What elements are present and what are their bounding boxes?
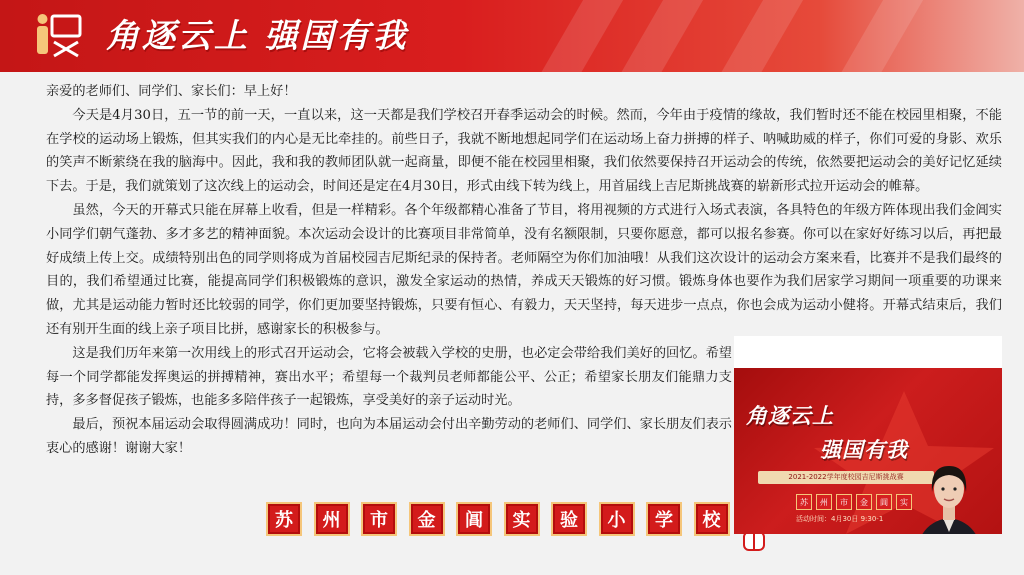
school-name-char: 实 <box>504 502 540 536</box>
banner-title: 角逐云上 强国有我 <box>106 16 409 55</box>
school-name-char: 金 <box>409 502 445 536</box>
letter-paragraph-2: 虽然，今天的开幕式只能在屏幕上收看，但是一样精彩。各个年级都精心准备了节目，将用视频的方式进行入场式表演，各具特色的年级方阵体现出我们金阊实小同学们朝气蓬勃、多才多艺的精神面貌。本次运动会设计的比赛项目非常简单，没有名额限制，只要你愿意，都可以报名参赛。你可以在家好好练习以后，再把最好成绩上传上交。成绩特别出色的同学则将成为首届校园吉尼斯纪录的保持者。老师隔空为你们加油哦！从我们这次设计的运动会方案来看，比赛并不是我们最终的目的，我们希望通过比赛，能提高同学们积极锻炼的意识，激发全家运动的热情，养成天天锻炼的好习惯。锻炼身体也要作为我们居家学习期间一项重要的功课来做，尤其是运动能力暂时还比较弱的同学，你们更加要坚持锻炼，只要有恒心、有毅力，天天坚持，每天进步一点点，你也会成为运动小健将。开幕式结束后，我们还有别开生面的线上亲子项目比拼，感谢家长的积极参与。 <box>46 202 1002 337</box>
letter-paragraph-3: 这是我们历年来第一次用线上的形式召开运动会，它将会被载入学校的史册，也必定会带给我们美好的回忆。希望每一个同学都能发挥奥运的拼搏精神，赛出水平；希望每一个裁判员老师都能公平、公正；希望家长朋友们能鼎力支持，多多督促孩子锻炼，也能多多陪伴孩子一起锻炼，享受美好的亲子运动时光。 <box>46 345 732 409</box>
video-subtitle: 2021-2022学年度校园吉尼斯挑战赛 <box>758 471 934 484</box>
school-name <box>266 502 730 538</box>
school-name-char: 学 <box>646 502 682 536</box>
video-poster <box>734 368 1002 534</box>
video-school-char: 实 <box>896 494 912 510</box>
video-school-char: 市 <box>836 494 852 510</box>
school-name-char: 州 <box>314 502 350 536</box>
video-date: 活动时间：4月30日 9:30-1 <box>796 515 884 523</box>
header-banner <box>0 0 1024 72</box>
video-school-char: 阊 <box>876 494 892 510</box>
school-name-char: 市 <box>361 502 397 536</box>
video-school-name <box>796 494 912 510</box>
letter-greeting: 亲爱的老师们、同学们、家长们：早上好！ <box>46 84 297 99</box>
video-school-char: 苏 <box>796 494 812 510</box>
school-name-char: 阊 <box>456 502 492 536</box>
school-name-char: 验 <box>551 502 587 536</box>
school-name-char: 苏 <box>266 502 302 536</box>
video-title-line-2: 强国有我 <box>820 438 908 462</box>
video-school-char: 州 <box>816 494 832 510</box>
video-school-char: 金 <box>856 494 872 510</box>
video-title-line-1: 角逐云上 <box>746 404 834 428</box>
school-name-char: 小 <box>599 502 635 536</box>
video-overlay[interactable] <box>734 336 1002 534</box>
letter-paragraph-4: 最后，预祝本届运动会取得圆满成功！同时，也向为本届运动会付出辛勤劳动的老师们、同学们、家长朋友们表示衷心的感谢！谢谢大家！ <box>46 417 732 456</box>
presenter-avatar <box>910 456 988 534</box>
letter-paragraph-1: 今天是4月30日，五一节的前一天，一直以来，这一天都是我们学校召开春季运动会的时候。然而，今年由于疫情的缘故，我们暂时还不能在校园里相聚，不能在学校的运动场上锻炼，但其实我们的内心是无比牵挂的。前些日子，我就不断地想起同学们在运动场上奋力拼搏的样子、呐喊助威的样子，你们可爱的身影、欢乐的笑声不断萦绕在我的脑海中。因此，我和我的教师团队就一起商量，即便不能在校园里相聚，我们依然要保持召开运动会的传统，依然要把运动会的美好记忆延续下去。于是，我们就策划了这次线上的运动会，时间还是定在4月30日，形式由线下转为线上，用首届线上吉尼斯挑战赛的崭新形式拉开运动会的帷幕。 <box>46 107 1002 195</box>
lectern-icon <box>34 12 84 60</box>
school-name-char: 校 <box>694 502 730 536</box>
